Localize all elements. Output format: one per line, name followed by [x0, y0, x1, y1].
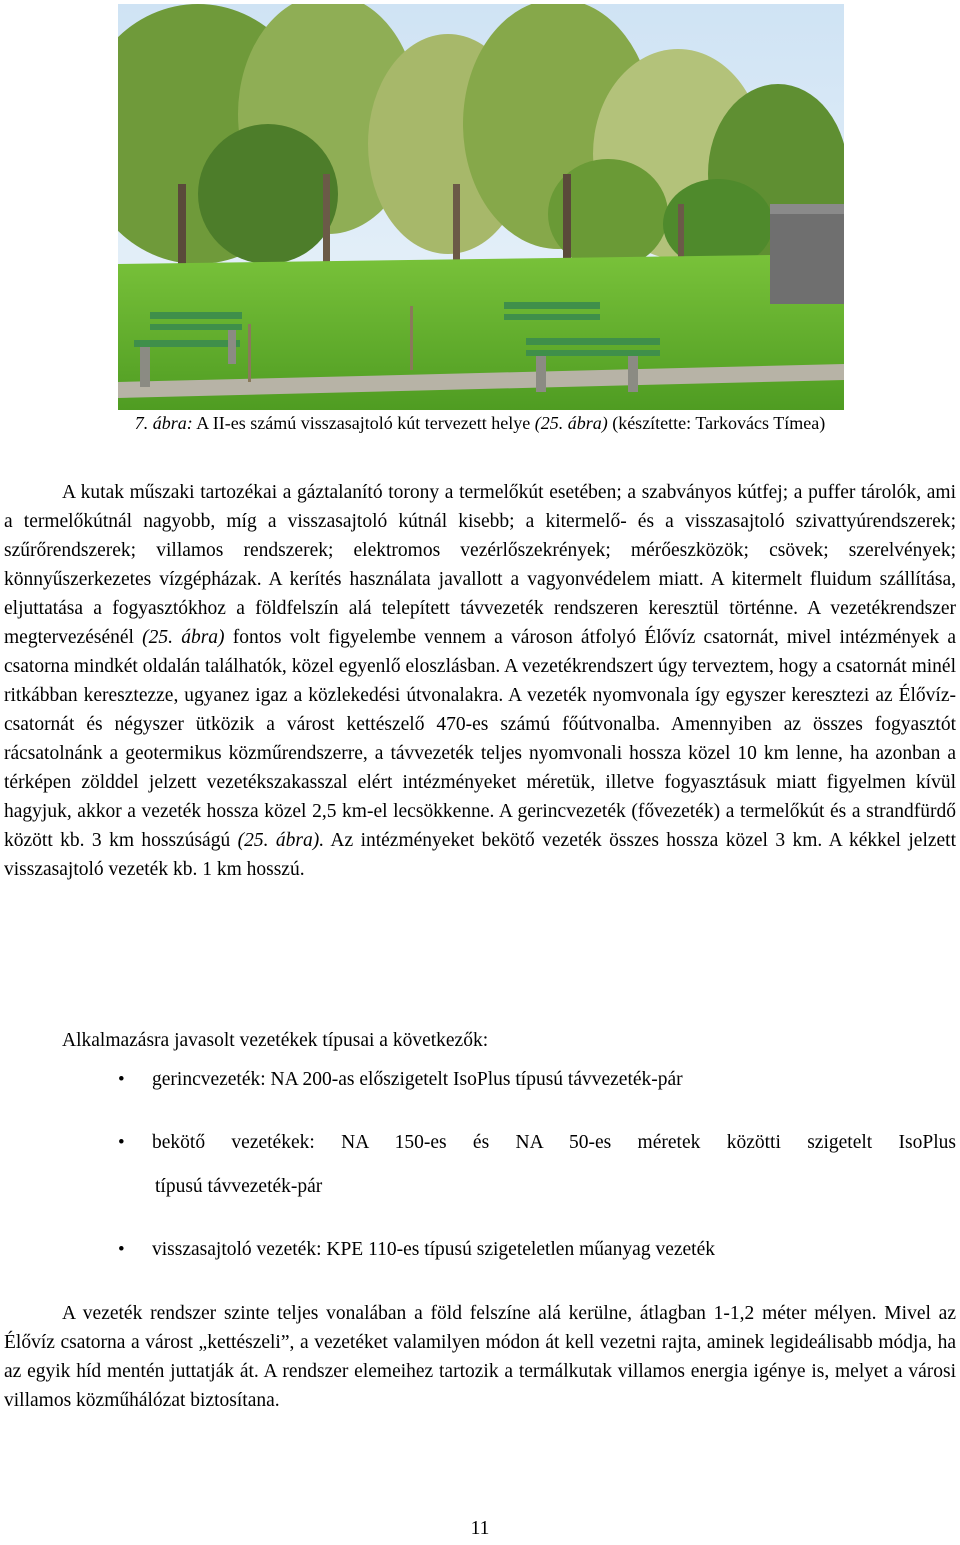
bullet-marker: • — [118, 1239, 125, 1260]
figure-caption-label: 7. ábra: — [134, 413, 193, 433]
list-item-text: gerincvezeték: NA 200-as előszigetelt IsoPlus típusú távvezeték-pár — [152, 1069, 683, 1090]
figure-caption — [0, 412, 960, 434]
figure-reference: (25. ábra). — [237, 830, 325, 851]
list-item-text: bekötő vezetékek: NA 150-es és NA 50-es méretek közötti szigetelt IsoPlus — [152, 1132, 956, 1153]
figure-caption-reference: (25. ábra) — [534, 413, 608, 433]
park-photo — [118, 4, 844, 410]
paragraph-well-accessories — [4, 478, 956, 884]
paragraph-text: fontos volt figyelembe vennem a városon átfolyó Élővíz csatornát, mivel intézmények a csatorna mindkét oldalán találhatók, közel egyenlő eloszlásban. A vezetékrendszert úgy terveztem, hogy a csatornát minél ritkábban keresztezze, ugyanez igaz a közlekedési útvonalakra. A vezeték nyomvonala így egyszer keresztezi az Élővíz-csatornát és négyszer ütközik a várost kettészelő 470-es számú főútvonalba. Amennyiben az összes fogyasztót rácsatolnánk a geotermikus közműrendszerre, a távvezeték teljes nyomvonali hossza közel 10 km lenne, ha azonban a térképen zölddel jelzett vezetékszakasszal elért intézményeket méretük, illetve fogyasztásuk miatt figyelmen kívül hagyjuk, akkor a vezeték hossza közel 2,5 km-el lecsökkenne. A gerincvezeték (fővezeték) a termelőkút és a strandfürdő között kb. 3 km hosszúságú — [4, 627, 957, 851]
paragraph-text: A kutak műszaki tartozékai a gáztalanító torony a termelőkút esetében; a szabványos kútfej; a puffer tárolók, ami a termelőkútnál nagyobb, míg a visszasajtoló kútnál kisebb; a kitermelő- és a visszasajtoló szivattyúrendszerek; szűrőrendszerek; villamos rendszerek; elektromos vezérlőszekrények; mérőeszközök; csövek; szerelvények; könnyűszerkezetes vízgépházak. A kerítés használata javallott a vagyonvédelem miatt. A kitermelt fluidum szállítása, eljuttatása a fogyasztókhoz a földfelszín alá telepített távvezeték rendszeren keresztül történne. A vezetékrendszer megtervezésénél — [4, 482, 956, 648]
figure-caption-credit: (készítette: Tarkovács Tímea) — [607, 413, 826, 433]
list-item-continuation: típusú távvezeték-pár — [155, 1176, 323, 1197]
figure-caption-text: A II-es számú visszasajtoló kút tervezett helye — [192, 413, 535, 433]
page-number: 11 — [470, 1518, 490, 1539]
bullet-marker: • — [118, 1069, 125, 1090]
list-item-text: visszasajtoló vezeték: KPE 110-es típusú szigeteletlen műanyag vezeték — [152, 1239, 715, 1260]
figure-reference: (25. ábra) — [142, 627, 225, 648]
bullet-marker: • — [118, 1132, 125, 1153]
paragraph-pipe-types-intro: Alkalmazásra javasolt vezetékek típusai a következők: — [62, 1030, 489, 1051]
paragraph-pipe-route: A vezeték rendszer szinte teljes vonalában a föld felszíne alá kerülne, átlagban 1-1,2 méter mélyen. Mivel az Élővíz csatorna a várost „kettészeli”, a vezetéket valamilyen módon át kell vezetni rajta, aminek legideálisabb módja, ha az egyik híd mentén juttatják át. A rendszer elemeihez tartozik a termálkutak villamos energia igénye is, melyet a városi villamos közműhálózat biztosítana. — [4, 1303, 956, 1411]
paragraph-text: Az intézményeket bekötő vezeték összes hossza közel 3 km. A kékkel jelzett visszasajtoló vezeték kb. 1 km hosszú. — [4, 830, 957, 880]
